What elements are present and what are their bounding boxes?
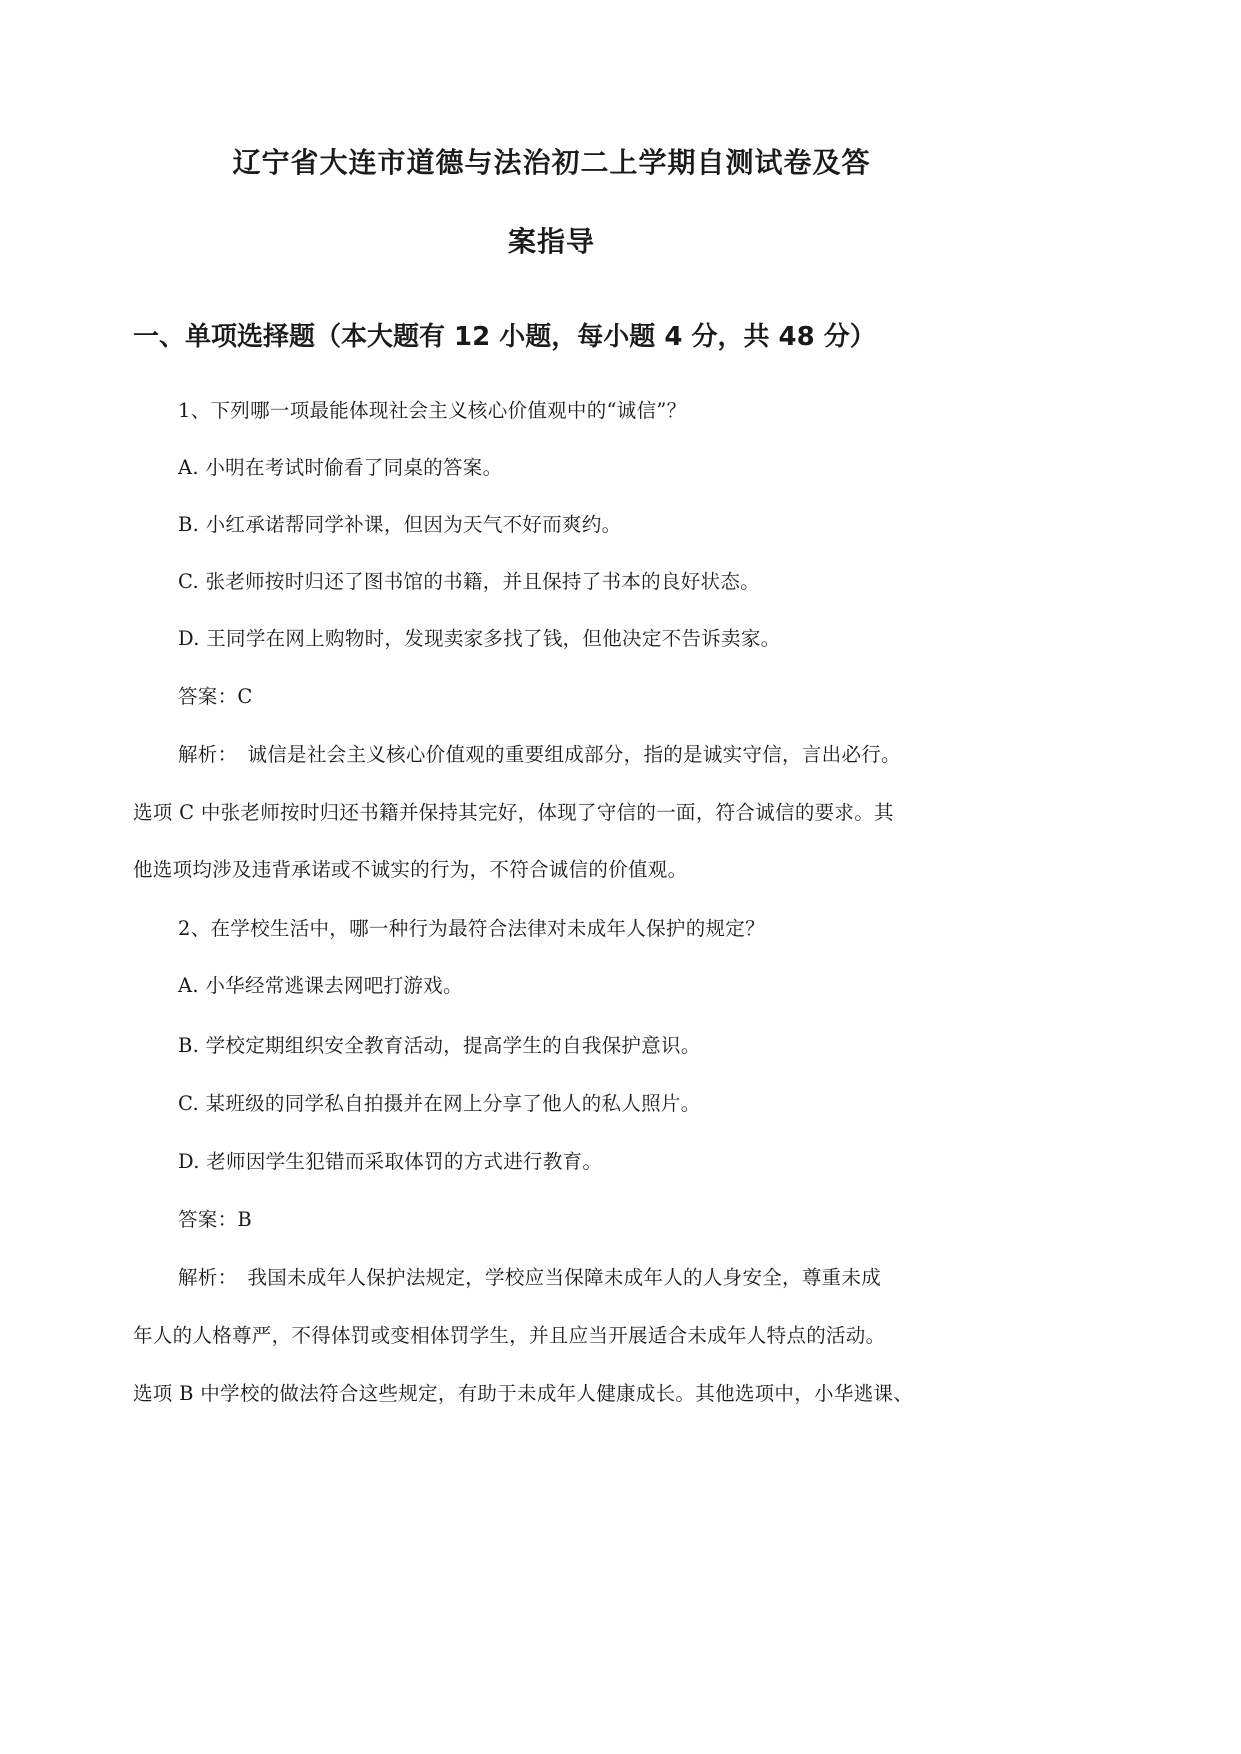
analysis-line: 解析： 诚信是社会主义核心价值观的重要组成部分，指的是诚实守信，言出必行。 — [178, 743, 901, 766]
analysis-line: 解析： 我国未成年人保护法规定，学校应当保障未成年人的人身安全，尊重未成 — [178, 1266, 882, 1289]
option-b: B. 小红承诺帮同学补课，但因为天气不好而爽约。 — [178, 513, 622, 536]
question-stem: 2、在学校生活中，哪一种行为最符合法律对未成年人保护的规定？ — [178, 917, 765, 940]
option-c: C. 张老师按时归还了图书馆的书籍，并且保持了书本的良好状态。 — [178, 570, 760, 593]
document-title-line-2: 案指导 — [507, 225, 595, 258]
option-c: C. 某班级的同学私自拍摄并在网上分享了他人的私人照片。 — [178, 1092, 701, 1115]
option-d: D. 老师因学生犯错而采取体罚的方式进行教育。 — [178, 1150, 603, 1173]
section-heading: 一、单项选择题（本大题有 12 小题，每小题 4 分，共 48 分） — [133, 322, 876, 352]
analysis-line: 他选项均涉及违背承诺或不诚实的行为，不符合诚信的价值观。 — [133, 858, 688, 881]
option-a: A. 小华经常逃课去网吧打游戏。 — [178, 974, 463, 997]
option-b: B. 学校定期组织安全教育活动，提高学生的自我保护意识。 — [178, 1034, 701, 1057]
answer: 答案：B — [178, 1208, 253, 1231]
document-title-line-1: 辽宁省大连市道德与法治初二上学期自测试卷及答 — [232, 146, 871, 179]
answer: 答案：C — [178, 685, 253, 708]
analysis-line: 选项 C 中张老师按时归还书籍并保持其完好，体现了守信的一面，符合诚信的要求。其 — [133, 801, 894, 824]
question-stem: 1、下列哪一项最能体现社会主义核心价值观中的“诚信”？ — [178, 399, 687, 422]
option-a: A. 小明在考试时偷看了同桌的答案。 — [178, 456, 503, 479]
option-d: D. 王同学在网上购物时，发现卖家多找了钱，但他决定不告诉卖家。 — [178, 627, 781, 650]
analysis-line: 年人的人格尊严，不得体罚或变相体罚学生，并且应当开展适合未成年人特点的活动。 — [133, 1324, 886, 1347]
analysis-line: 选项 B 中学校的做法符合这些规定，有助于未成年人健康成长。其他选项中，小华逃课、 — [133, 1382, 914, 1405]
